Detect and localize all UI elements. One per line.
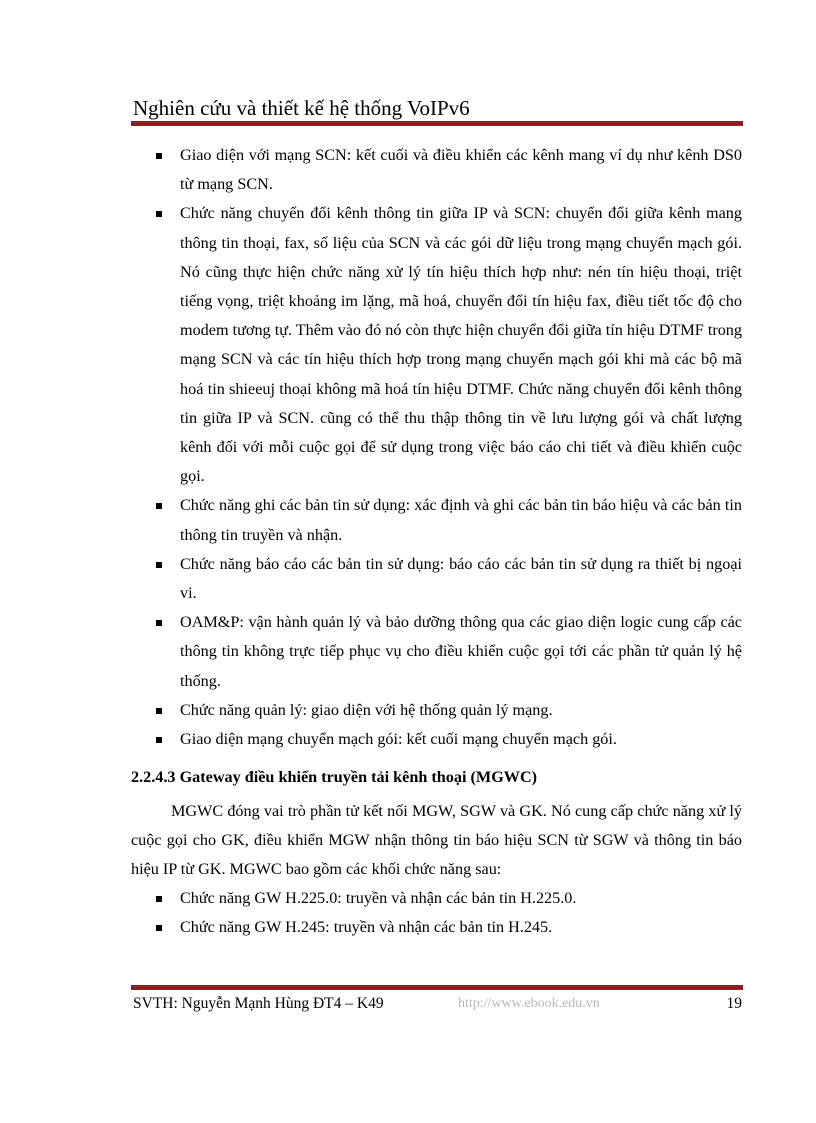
bullet-square-icon: [156, 503, 162, 509]
list-item-text: Chức năng báo cáo các bản tin sử dụng: báo cáo các bản tin sử dụng ra thiết bị ngoại vi.: [180, 554, 742, 603]
list-item: [156, 608, 742, 696]
list-item: [156, 696, 742, 725]
list-item: [156, 913, 742, 942]
list-item: [156, 884, 742, 913]
bullet-square-icon: [156, 620, 162, 626]
bullet-square-icon: [156, 896, 162, 902]
function-list-top: [156, 141, 742, 754]
footer-author: SVTH: Nguyễn Mạnh Hùng ĐT4 – K49: [133, 995, 384, 1012]
list-item: [156, 550, 742, 608]
footer-rule: [131, 985, 743, 990]
page-header-title: Nghiên cứu và thiết kế hệ thống VoIPv6: [133, 96, 470, 120]
list-item: [156, 141, 742, 199]
list-item-text: Chức năng quản lý: giao diện với hệ thống quản lý mạng.: [180, 700, 553, 719]
list-item-text: Giao diện với mạng SCN: kết cuối và điều khiển các kênh mang ví dụ như kênh DS0 từ mạng SCN.: [180, 146, 742, 194]
list-item-text: Chức năng chuyển đổi kênh thông tin giữa IP và SCN: chuyển đổi giữa kênh mang thông tin thoại, fax, số liệu của SCN và các gói dữ liệu trong mạng chuyển mạch gói. Nó cũng thực hiện chức năng xử lý tín hiệu thích hợp như: nén tín hiệu thoại, triệt tiếng vọng, triệt khoảng im lặng, mã hoá, chuyển đổi tín hiệu fax, điều tiết tốc độ cho modem tương tự. Thêm vào đó nó còn thực hiện chuyển đổi giữa tín hiệu DTMF trong mạng SCN và các tín hiệu thích hợp trong mạng chuyển mạch gói khi mà các bộ mã hoá tin shieeuj thoại không mã hoá tín hiệu DTMF. Chức năng chuyển đổi kênh thông tin giữa IP và SCN. cũng có thể thu thập thông tin về lưu lượng gói và chất lượng kênh đối với mỗi cuộc gọi để sử dụng trong việc báo cáo chi tiết và điều khiển cuộc gọi.: [180, 204, 742, 486]
bullet-square-icon: [156, 562, 162, 568]
list-item-text: Chức năng GW H.245: truyền và nhận các bản tin H.245.: [180, 918, 553, 937]
list-item: [156, 491, 742, 549]
function-list-mgwc: [156, 884, 742, 942]
list-item-text: Giao diện mạng chuyển mạch gói: kết cuối mạng chuyển mạch gói.: [180, 730, 617, 749]
list-item: [156, 725, 742, 754]
bullet-square-icon: [156, 737, 162, 743]
section-paragraph: MGWC đóng vai trò phần tử kết nối MGW, SGW và GK. Nó cung cấp chức năng xử lý cuộc gọi cho GK, điều khiển MGW nhận thông tin báo hiệu SCN từ SGW và thông tin báo hiệu IP từ GK. MGWC bao gồm các khối chức năng sau:: [131, 802, 742, 879]
list-item-text: Chức năng GW H.225.0: truyền và nhận các bản tin H.225.0.: [180, 889, 577, 907]
header-rule: [131, 121, 743, 126]
section-heading: 2.2.4.3 Gateway điều khiển truyền tải kênh thoại (MGWC): [131, 768, 538, 786]
list-item-text: OAM&P: vận hành quản lý và bảo dưỡng thông qua các giao diện logic cung cấp các thông tin không trực tiếp phục vụ cho điều khiển cuộc gọi tới các phần tử quản lý hệ thống.: [180, 613, 742, 690]
bullet-square-icon: [156, 708, 162, 714]
bullet-square-icon: [156, 153, 162, 159]
list-item: [156, 199, 742, 491]
page-number: 19: [726, 995, 742, 1012]
bullet-square-icon: [156, 925, 162, 931]
footer-url-link[interactable]: http://www.ebook.edu.vn: [458, 996, 600, 1011]
bullet-square-icon: [156, 211, 162, 217]
list-item-text: Chức năng ghi các bản tin sử dụng: xác định và ghi các bản tin báo hiệu và các bản tin thông tin truyền và nhận.: [180, 496, 742, 544]
